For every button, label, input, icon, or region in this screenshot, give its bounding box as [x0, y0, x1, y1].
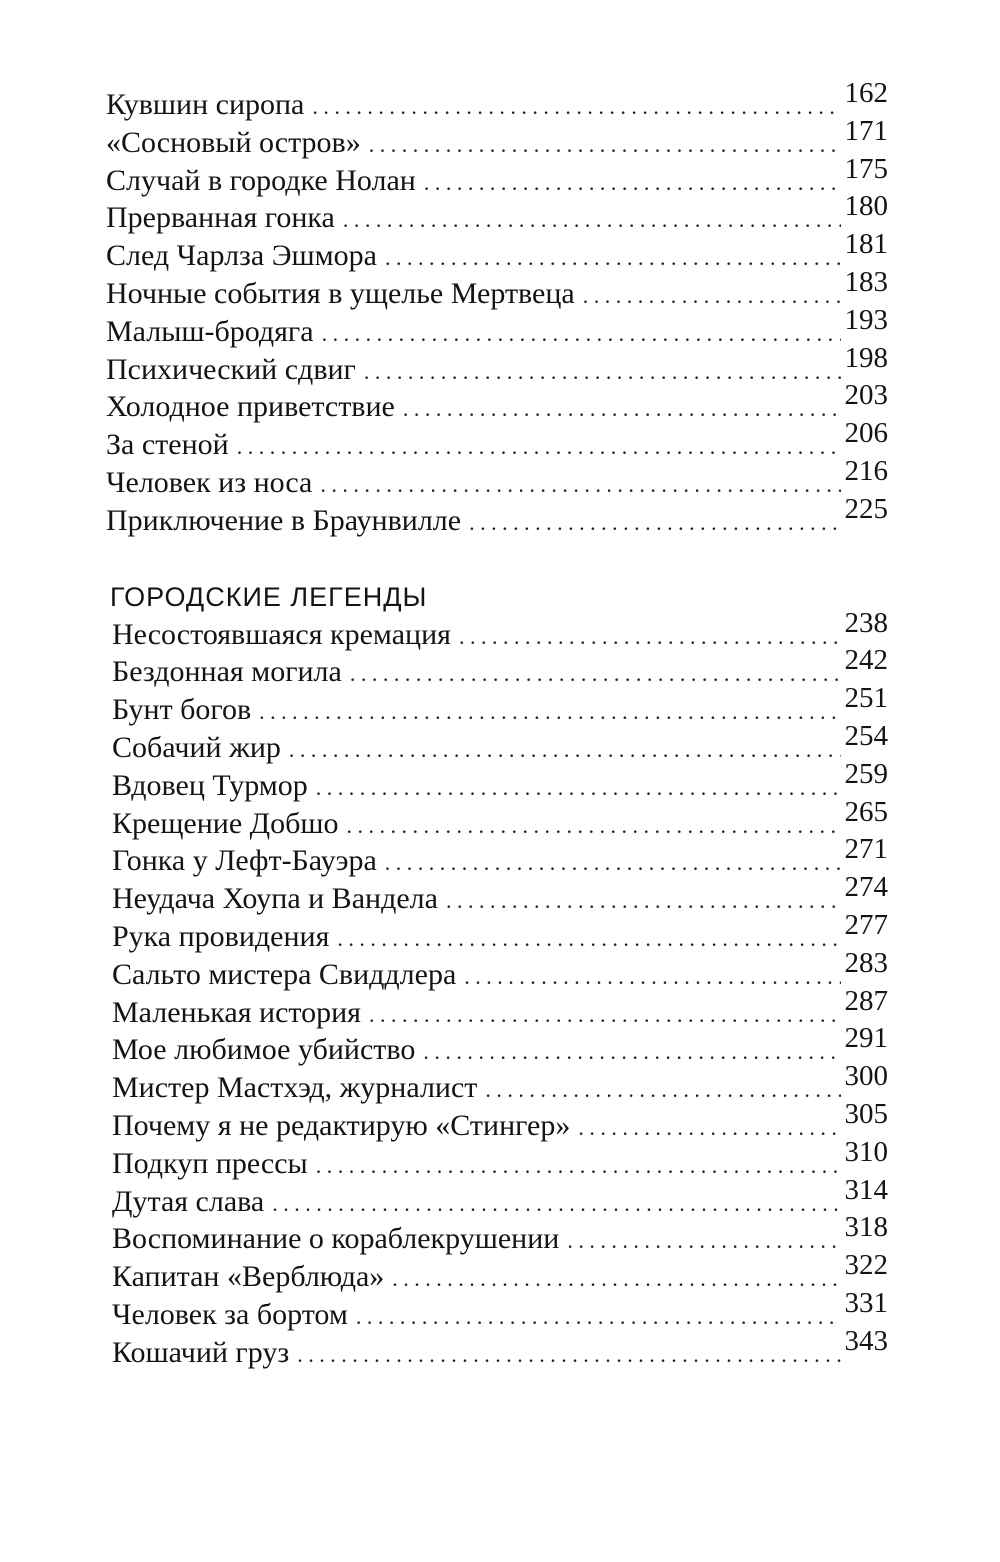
toc-leader-dots: [364, 353, 841, 391]
toc-entry-title: Сальто мистера Свиддлера: [112, 957, 457, 991]
toc-entry-page: 251: [844, 682, 888, 715]
toc-entry: [106, 265, 888, 313]
toc-entry-page: 318: [844, 1211, 888, 1244]
toc-entry-page: 310: [844, 1135, 888, 1168]
toc-entry: [106, 908, 888, 956]
toc-leader-dots: [423, 1033, 840, 1071]
toc-entry-title: Бездонная могила: [112, 655, 342, 689]
toc-leader-dots: [343, 201, 841, 239]
toc-leader-dots: [289, 731, 841, 769]
toc-entry-page: 238: [844, 606, 888, 639]
toc-entry-page: 283: [844, 946, 888, 979]
toc-leader-dots: [356, 1298, 841, 1336]
toc-leader-dots: [385, 239, 841, 277]
toc-entry: [106, 379, 888, 426]
toc-entry-title: Маленькая история: [112, 995, 361, 1029]
toc-entry-page: 287: [844, 984, 888, 1017]
toc-entry: [106, 606, 888, 654]
toc-entry-title: Капитан «Верблюда»: [112, 1260, 385, 1294]
toc-entry: [106, 1286, 888, 1334]
toc-entry: [106, 492, 888, 540]
toc-entry-page: 183: [844, 265, 888, 298]
toc-entry-page: 203: [844, 379, 888, 412]
toc-entry-title: Несостоявшаяся кремация: [112, 617, 451, 651]
toc-entry: [106, 190, 888, 237]
toc-entry-title: «Сосновый остров»: [106, 125, 361, 159]
toc-entry-title: Неудача Хоупа и Вандела: [112, 882, 438, 916]
toc-leader-dots: [392, 1260, 840, 1298]
toc-entry: [106, 719, 888, 767]
table-of-contents-page: [106, 77, 888, 1372]
toc-entry: [106, 946, 888, 994]
toc-entry-title: Гонка у Лефт-Бауэра: [112, 844, 377, 878]
toc-entry-page: 300: [844, 1060, 888, 1093]
toc-entry-title: Мое любимое убийство: [112, 1033, 416, 1067]
toc-leader-dots: [337, 920, 840, 958]
toc-entry-page: 242: [844, 644, 888, 677]
toc-entry-page: 206: [844, 417, 888, 450]
toc-entry-title: След Чарлза Эшмора: [106, 239, 377, 273]
toc-leader-dots: [578, 1109, 840, 1147]
toc-leader-dots: [567, 1222, 840, 1260]
toc-leader-dots: [485, 1071, 840, 1109]
toc-entry-page: 162: [844, 77, 888, 109]
toc-leader-dots: [369, 126, 841, 164]
toc-entry-title: Бунт богов: [112, 693, 252, 727]
toc-entry: [106, 1211, 888, 1258]
toc-entry: [106, 757, 888, 805]
toc-entry: [106, 454, 888, 502]
toc-entry: [106, 795, 888, 843]
toc-entry: [106, 1324, 888, 1372]
toc-entry-title: Ночные события в ущелье Мертвеца: [106, 276, 575, 310]
toc-entry-page: 322: [844, 1249, 888, 1282]
toc-entry: [106, 682, 888, 729]
toc-entry-title: Случай в городке Нолан: [106, 163, 416, 197]
toc-entry-title: Кошачий груз: [112, 1335, 290, 1369]
toc-entry: [106, 341, 888, 389]
toc-leader-dots: [259, 693, 840, 731]
toc-entry-page: 277: [844, 908, 888, 941]
toc-entry-page: 305: [844, 1097, 888, 1130]
toc-leader-dots: [469, 504, 840, 542]
toc-list-section-one: [106, 77, 888, 540]
toc-entry-title: Подкуп прессы: [112, 1146, 308, 1180]
toc-entry-page: 175: [844, 152, 888, 185]
toc-entry-title: Вдовец Турмор: [112, 768, 308, 802]
toc-entry-page: 171: [844, 114, 888, 147]
toc-entry: [106, 152, 888, 200]
toc-entry: [106, 644, 888, 691]
toc-entry-page: 343: [844, 1324, 888, 1357]
toc-entry-title: Малыш-бродяга: [106, 314, 314, 348]
toc-leader-dots: [297, 1336, 840, 1374]
toc-leader-dots: [316, 1147, 841, 1185]
toc-leader-dots: [316, 769, 841, 807]
toc-entry-title: Человек за бортом: [112, 1297, 348, 1331]
toc-leader-dots: [272, 1185, 840, 1223]
toc-leader-dots: [322, 315, 841, 353]
toc-entry: [106, 1249, 888, 1296]
toc-entry-page: 254: [844, 719, 888, 752]
toc-entry-page: 265: [844, 795, 888, 828]
toc-entry-page: 181: [844, 228, 888, 261]
toc-entry-page: 216: [844, 454, 888, 487]
toc-entry-title: Психический сдвиг: [106, 352, 356, 386]
toc-entry-title: Рука провидения: [112, 919, 330, 953]
toc-entry-title: Мистер Мастхэд, журналист: [112, 1071, 478, 1105]
toc-entry: [106, 1173, 888, 1221]
toc-leader-dots: [464, 958, 840, 996]
toc-leader-dots: [312, 88, 840, 126]
toc-leader-dots: [446, 882, 841, 920]
toc-entry-title: Собачий жир: [112, 730, 281, 764]
toc-leader-dots: [237, 428, 841, 466]
toc-entry-page: 180: [844, 190, 888, 223]
toc-entry-page: 193: [844, 303, 888, 336]
section-heading: ГОРОДСКИЕ ЛЕГЕНДЫ: [110, 581, 428, 612]
toc-entry-page: 314: [844, 1173, 888, 1206]
toc-entry-title: Прерванная гонка: [106, 201, 335, 235]
toc-entry-page: 198: [844, 341, 888, 374]
toc-entry: [106, 833, 888, 880]
toc-leader-dots: [369, 996, 841, 1034]
toc-entry: [106, 417, 888, 464]
toc-entry: [106, 871, 888, 918]
toc-entry-page: 274: [844, 871, 888, 904]
toc-entry: [106, 303, 888, 351]
toc-entry: [106, 984, 888, 1032]
toc-entry-page: 225: [844, 492, 888, 525]
toc-leader-dots: [347, 807, 841, 845]
toc-entry-page: 291: [844, 1022, 888, 1055]
toc-entry-title: Человек из носа: [106, 465, 313, 499]
toc-entry: [106, 77, 888, 124]
toc-leader-dots: [403, 390, 841, 428]
toc-entry-title: Почему я не редактирую «Стингер»: [112, 1108, 571, 1142]
toc-entry-page: 259: [844, 757, 888, 790]
toc-entry-page: 271: [844, 833, 888, 866]
toc-entry-title: Крещение Добшо: [112, 806, 339, 840]
toc-leader-dots: [583, 277, 841, 315]
toc-leader-dots: [459, 618, 841, 656]
toc-leader-dots: [350, 655, 841, 693]
toc-entry-title: Приключение в Браунвилле: [106, 503, 462, 537]
toc-entry-title: Воспоминание о кораблекрушении: [112, 1222, 560, 1256]
toc-leader-dots: [424, 164, 841, 202]
toc-entry-title: Дутая слава: [112, 1184, 265, 1218]
toc-leader-dots: [385, 844, 841, 882]
toc-entry-title: За стеной: [106, 428, 229, 462]
toc-leader-dots: [320, 466, 840, 504]
toc-entry: [106, 1097, 888, 1145]
toc-entry: [106, 114, 888, 162]
toc-entry-title: Холодное приветствие: [106, 390, 395, 424]
toc-entry: [106, 1060, 888, 1107]
toc-entry-title: Кувшин сиропа: [106, 88, 305, 121]
toc-entry: [106, 1135, 888, 1183]
toc-entry: [106, 228, 888, 275]
toc-list-section-two: [106, 606, 888, 1372]
toc-entry-page: 331: [844, 1286, 888, 1319]
toc-entry: [106, 1022, 888, 1069]
